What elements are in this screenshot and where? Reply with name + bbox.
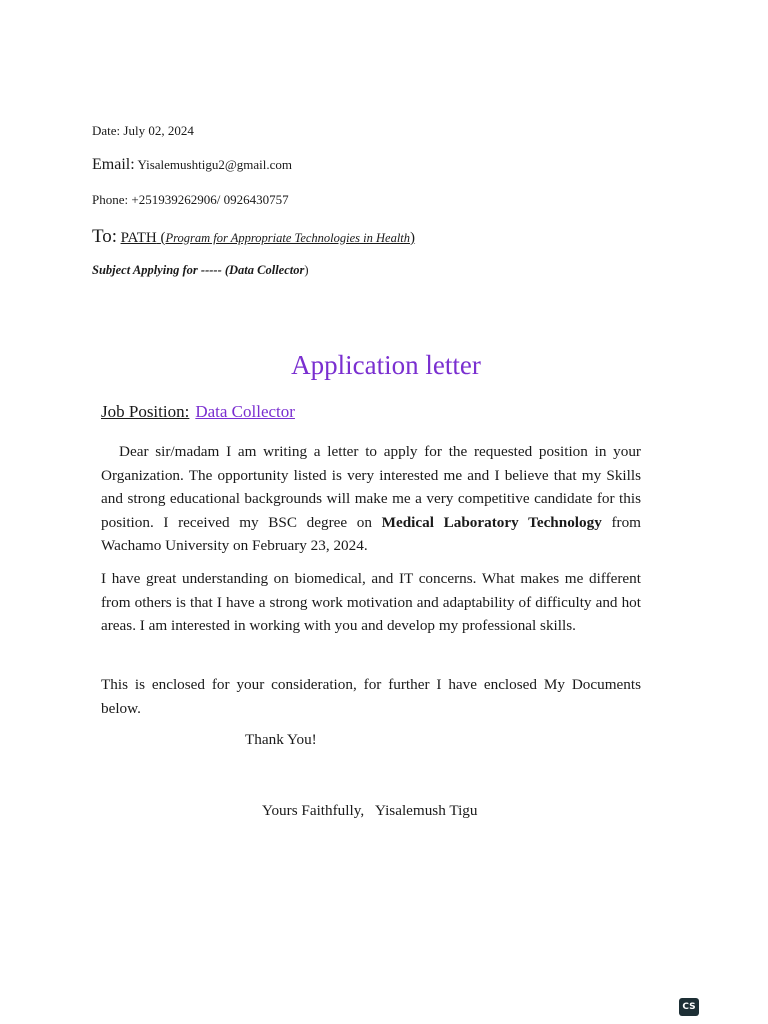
- recipient-org-name: PATH: [120, 230, 157, 246]
- subject-text: Subject Applying for ----- (Data Collector: [92, 263, 305, 277]
- phone-line: [92, 192, 289, 208]
- camscanner-logo-icon: CS: [679, 998, 699, 1016]
- date-label: Date:: [92, 123, 121, 138]
- body-paragraph-3: This is enclosed for your consideration, for further I have enclosed My Documents below.: [101, 676, 641, 717]
- phone-label: Phone:: [92, 192, 129, 207]
- recipient-open-paren: (: [160, 230, 166, 246]
- recipient-org-full-name: Program for Appropriate Technologies in Health: [165, 231, 411, 245]
- subject-close: ): [304, 263, 309, 277]
- job-position-label: Job Position:: [101, 402, 190, 421]
- recipient-org: [121, 230, 415, 246]
- date-line: [92, 123, 194, 139]
- phone-value: +251939262906/ 0926430757: [131, 192, 289, 207]
- recipient-close-paren: ): [410, 230, 416, 246]
- p1-text-start: Dear sir/madam I am writing a letter to apply for the requested position in your Organization. The opportunity listed is very interested me and I believe that my Skills and strong educational backgrounds will make me a very competitive candidate for this position. I received my BSC degree on: [101, 443, 641, 531]
- letter-title: Application letter: [291, 350, 481, 380]
- p1-degree-name: Medical Laboratory Technology: [381, 513, 602, 531]
- thanks-line: Thank You!: [245, 731, 317, 748]
- body-paragraph-1: [101, 440, 641, 558]
- subject-line: [92, 263, 309, 278]
- email-line: [92, 156, 292, 174]
- email-label: Email:: [92, 156, 135, 173]
- body-paragraph-2: I have great understanding on biomedical, and IT concerns. What makes me different from others is that I have a strong work motivation and adaptability of difficulty and hot areas. I am interested in working with you and develop my professional skills.: [101, 570, 641, 634]
- job-position-value: Data Collector: [195, 402, 295, 421]
- p1-text-end: from Wachamo University on February 23, 2024.: [101, 513, 642, 554]
- closing-signature: Yours Faithfully, Yisalemush Tigu: [262, 802, 478, 819]
- recipient-line: [92, 226, 415, 248]
- date-value: July 02, 2024: [123, 123, 194, 138]
- email-value: Yisalemushtigu2@gmail.com: [137, 157, 293, 172]
- job-position: [101, 402, 295, 422]
- to-label: To:: [92, 226, 118, 247]
